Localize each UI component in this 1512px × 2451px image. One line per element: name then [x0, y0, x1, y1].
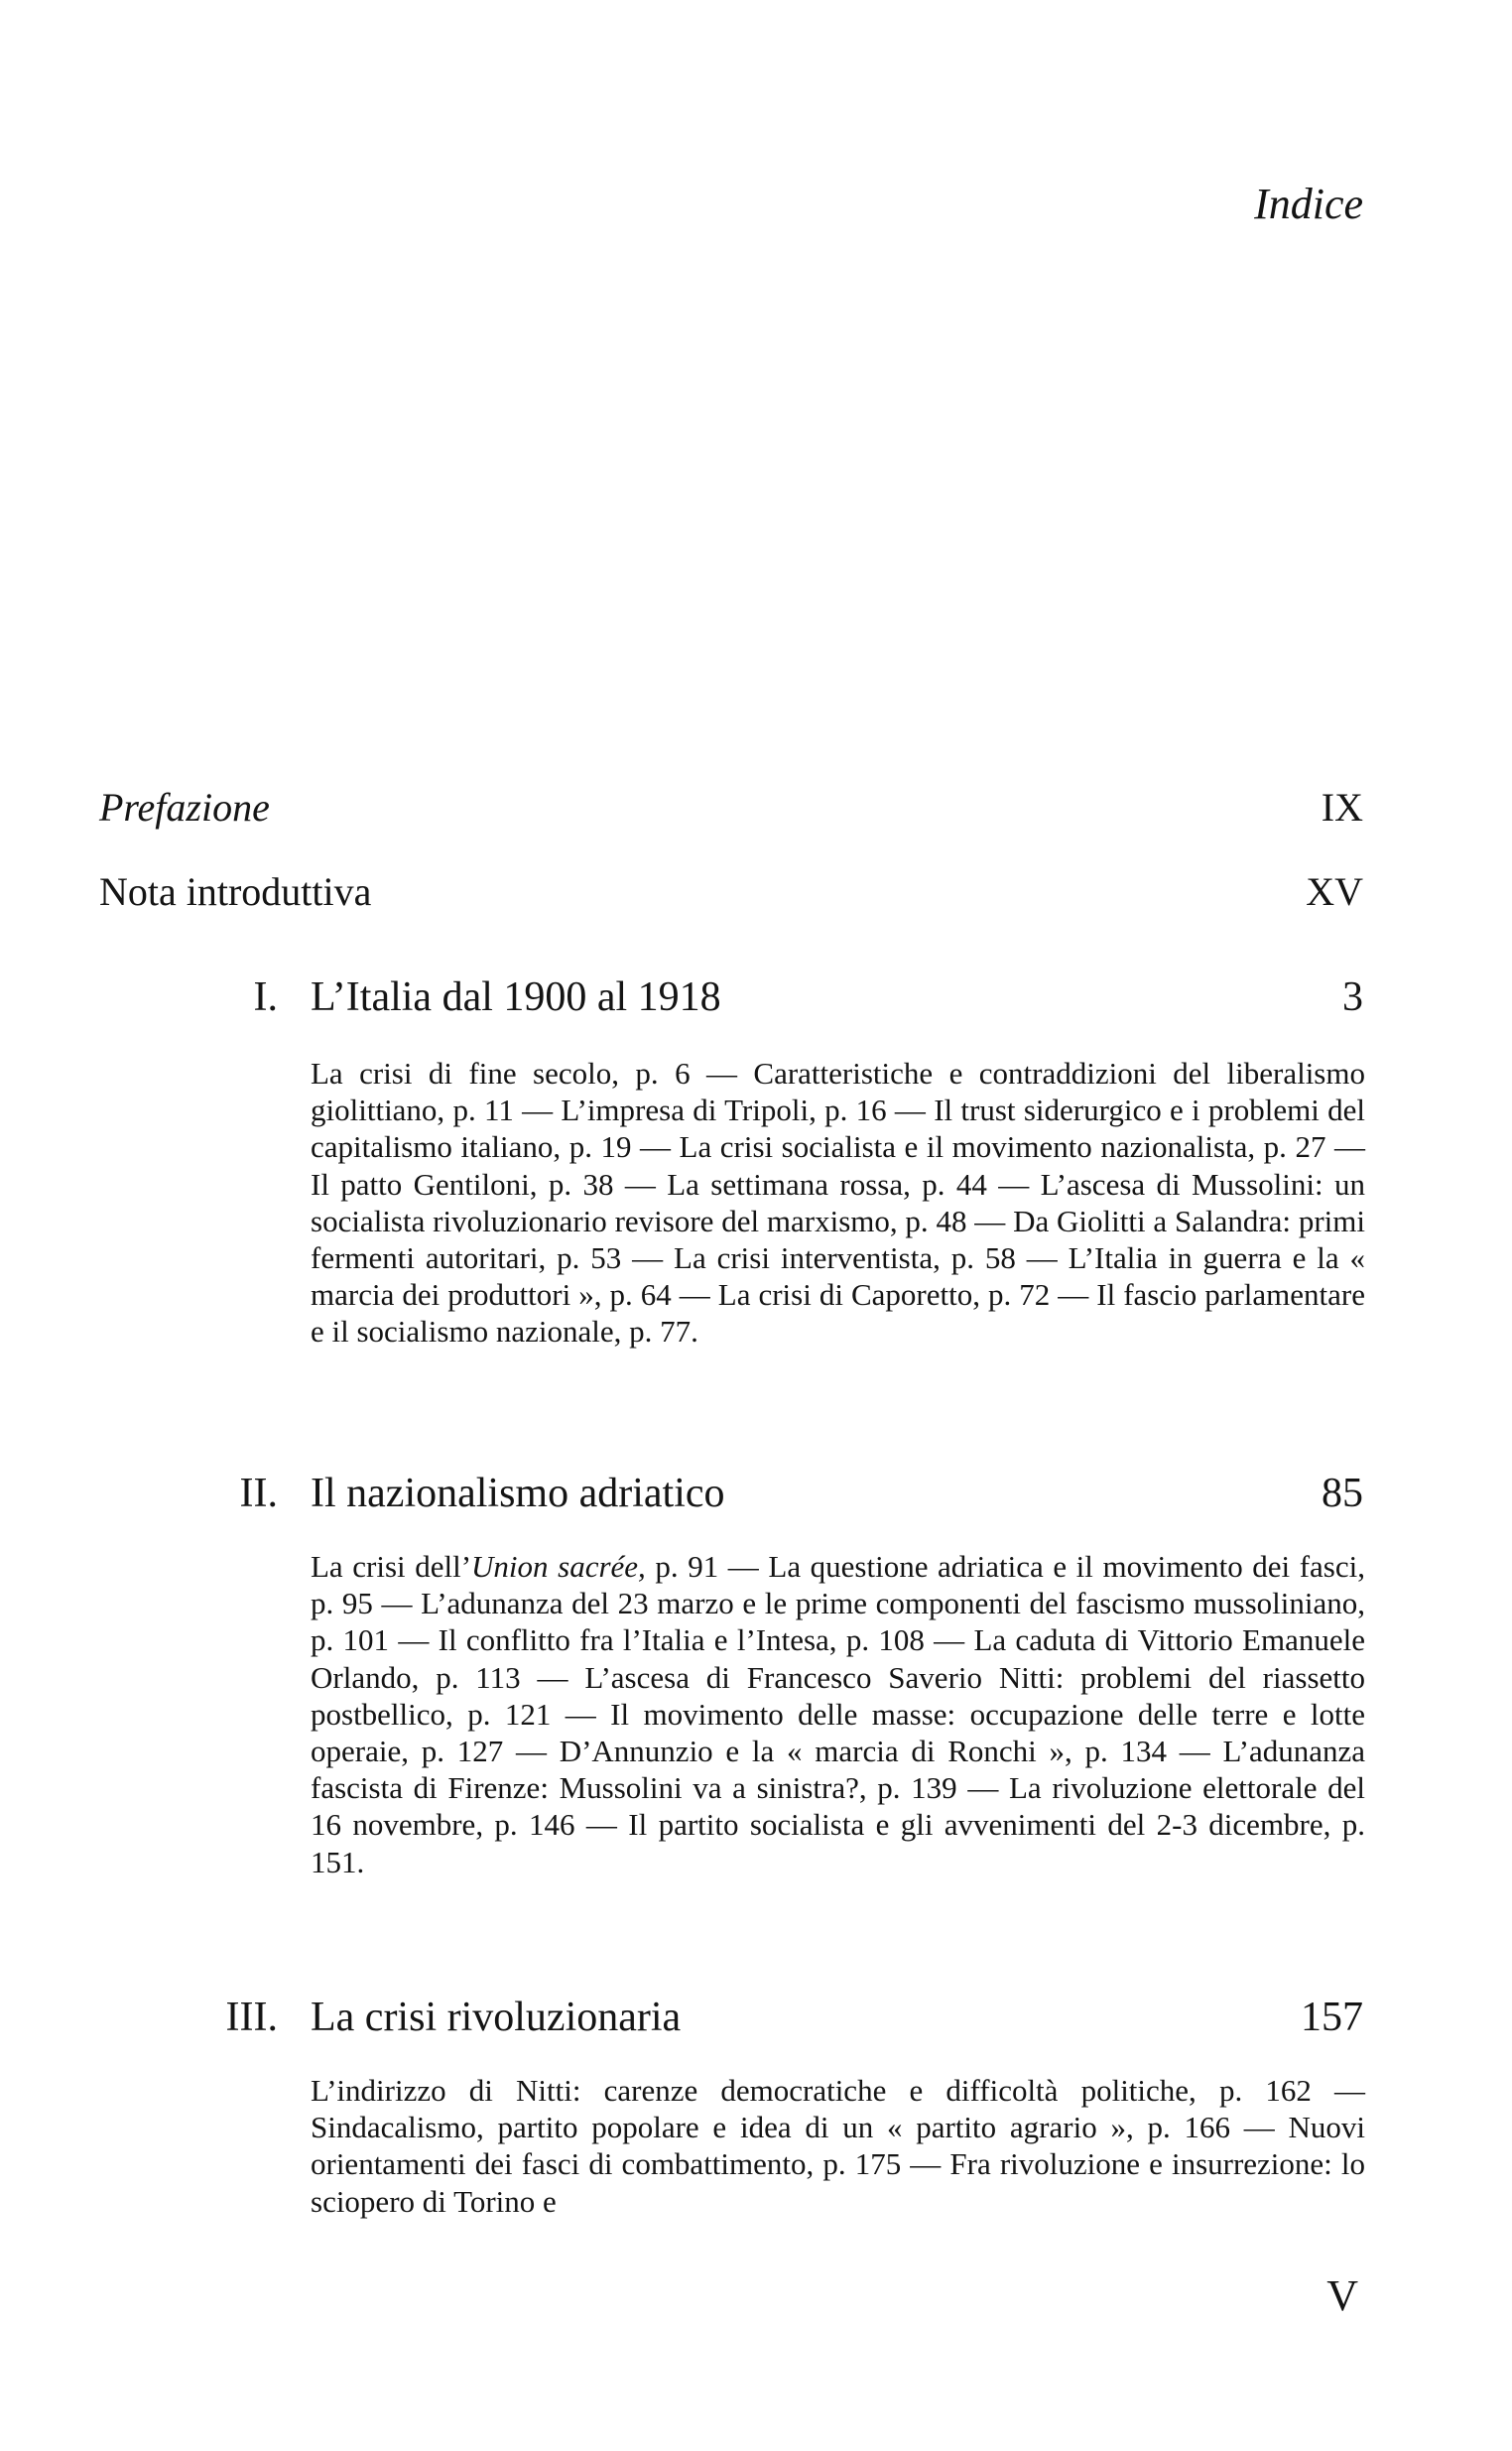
- chapter-2-summary: [311, 1548, 1365, 1880]
- chapter-3-summary-text: L’indirizzo di Nitti: carenze democratiche e difficoltà politiche, p. 162 — Sindacalismo, partito popolare e idea di un « partito agrario », p. 166 — Nuovi orientamenti dei fasci di combattimento, p. 175 — Fra rivoluzione e insurrezione: lo sciopero di Torino e: [311, 2073, 1365, 2219]
- chapter-1-number: I.: [253, 974, 278, 1020]
- page-folio: V: [1326, 2271, 1358, 2320]
- chapter-3-number: III.: [225, 1995, 278, 2040]
- chapter-3-page: 157: [1301, 1995, 1363, 2040]
- chapter-2-summary-text: [311, 1548, 1365, 1880]
- chapter-2-page: 85: [1322, 1471, 1363, 1516]
- front-matter-nota-label: Nota introduttiva: [99, 869, 372, 914]
- chapter-2-title: Il nazionalismo adriatico: [311, 1471, 725, 1516]
- chapter-2-summary-pre: La crisi dell’: [311, 1549, 472, 1584]
- chapter-2-summary-italic: Union sacrée,: [471, 1549, 646, 1584]
- chapter-1-page: 3: [1342, 974, 1363, 1020]
- chapter-1-summary-text: La crisi di fine secolo, p. 6 — Caratteristiche e contraddizioni del liberalismo giolittiano, p. 11 — L’impresa di Tripoli, p. 16 — Il trust siderurgico e i problemi del capitalismo italiano, p. 19 — La crisi socialista e il movimento nazionalista, p. 27 — Il patto Gentiloni, p. 38 — La settimana rossa, p. 44 — L’ascesa di Mussolini: un socialista rivoluzionario revisore del marxismo, p. 48 — Da Giolitti a Salandra: primi fermenti autoritari, p. 53 — La crisi interventista, p. 58 — L’Italia in guerra e la « marcia dei produttori », p. 64 — La crisi di Caporetto, p. 72 — Il fascio parlamentare e il socialismo nazionale, p. 77.: [311, 1056, 1365, 1350]
- chapter-1-summary: [311, 1055, 1365, 1351]
- chapter-3-summary: [311, 2072, 1365, 2220]
- index-heading: Indice: [1254, 180, 1363, 228]
- chapter-3-title: La crisi rivoluzionaria: [311, 1995, 682, 2040]
- front-matter-prefazione-label: Prefazione: [99, 785, 270, 830]
- chapter-2-number: II.: [239, 1471, 278, 1516]
- front-matter-prefazione-page: IX: [1321, 785, 1363, 830]
- chapter-1-title: L’Italia dal 1900 al 1918: [311, 974, 721, 1020]
- chapter-2-summary-post: p. 91 — La questione adriatica e il movimento dei fasci, p. 95 — L’adunanza del 23 marzo e le prime componenti del fascismo mussoliniano, p. 101 — Il conflitto fra l’Italia e l’Intesa, p. 108 — La caduta di Vittorio Emanuele Orlando, p. 113 — L’ascesa di Francesco Saverio Nitti: problemi del riassetto postbellico, p. 121 — Il movimento delle masse: occupazione delle terre e lotte operaie, p. 127 — D’Annunzio e la « marcia di Ronchi », p. 134 — L’adunanza fascista di Firenze: Mussolini va a sinistra?, p. 139 — La rivoluzione elettorale del 16 novembre, p. 146 — Il partito socialista e gli avvenimenti del 2-3 dicembre, p. 151.: [311, 1549, 1365, 1879]
- front-matter-nota-page: XV: [1306, 869, 1363, 914]
